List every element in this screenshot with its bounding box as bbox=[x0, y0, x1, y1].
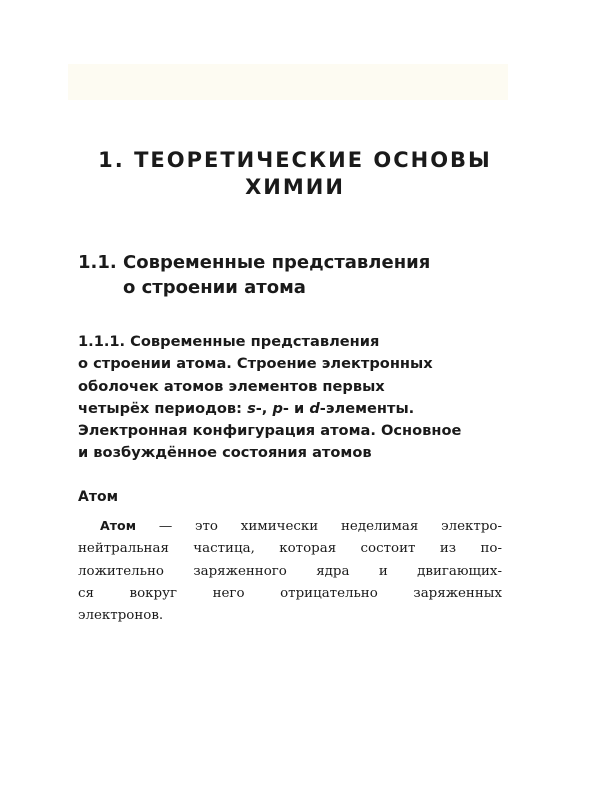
s-element-letter: s bbox=[247, 399, 256, 417]
atom-term: Атом bbox=[100, 518, 136, 533]
paragraph-line1 bbox=[78, 515, 502, 538]
d-element-letter: d bbox=[309, 399, 320, 417]
subsection-title-line3: оболочек атомов элементов первых bbox=[78, 377, 385, 395]
section-title bbox=[78, 250, 518, 300]
subsection-title-line6: и возбуждённое состояния атомов bbox=[78, 444, 372, 462]
line4-suffix: -элементы. bbox=[319, 399, 415, 417]
subsection-title bbox=[78, 331, 518, 465]
paragraph-line1-rest: — это химически неделимая электро- bbox=[136, 519, 502, 534]
subsection-title-line2: о строении атома. Строение электронных bbox=[78, 355, 433, 373]
subsection-title-line1: 1.1.1. Современные представления bbox=[78, 333, 380, 350]
separator-1: -, bbox=[255, 399, 273, 417]
chapter-title-line1: 1. ТЕОРЕТИЧЕСКИЕ ОСНОВЫ bbox=[98, 148, 492, 172]
subsection-title-line5: Электронная конфигурация атома. Основное bbox=[78, 422, 462, 440]
separator-2: - и bbox=[282, 399, 310, 417]
chapter-title bbox=[70, 147, 520, 201]
section-title-line1: 1.1. Современные представления bbox=[78, 252, 431, 273]
atom-heading: Атом bbox=[78, 489, 119, 505]
paragraph-line5: электронов. bbox=[78, 608, 164, 624]
line4-prefix: четырёх периодов: bbox=[78, 399, 248, 417]
paragraph-line3: ложительно заряженного ядра и двигающих- bbox=[78, 563, 502, 579]
subsection-title-line4 bbox=[78, 398, 518, 420]
chapter-title-line2: ХИМИИ bbox=[245, 175, 345, 199]
atom-definition-paragraph bbox=[78, 515, 502, 627]
paragraph-line2: нейтральная частица, которая состоит из по- bbox=[78, 541, 502, 557]
section-title-line2: о строении атома bbox=[123, 277, 306, 298]
p-element-letter: p bbox=[272, 399, 283, 417]
page-header-band bbox=[68, 64, 508, 100]
paragraph-line4: ся вокруг него отрицательно заряженных bbox=[78, 585, 502, 601]
